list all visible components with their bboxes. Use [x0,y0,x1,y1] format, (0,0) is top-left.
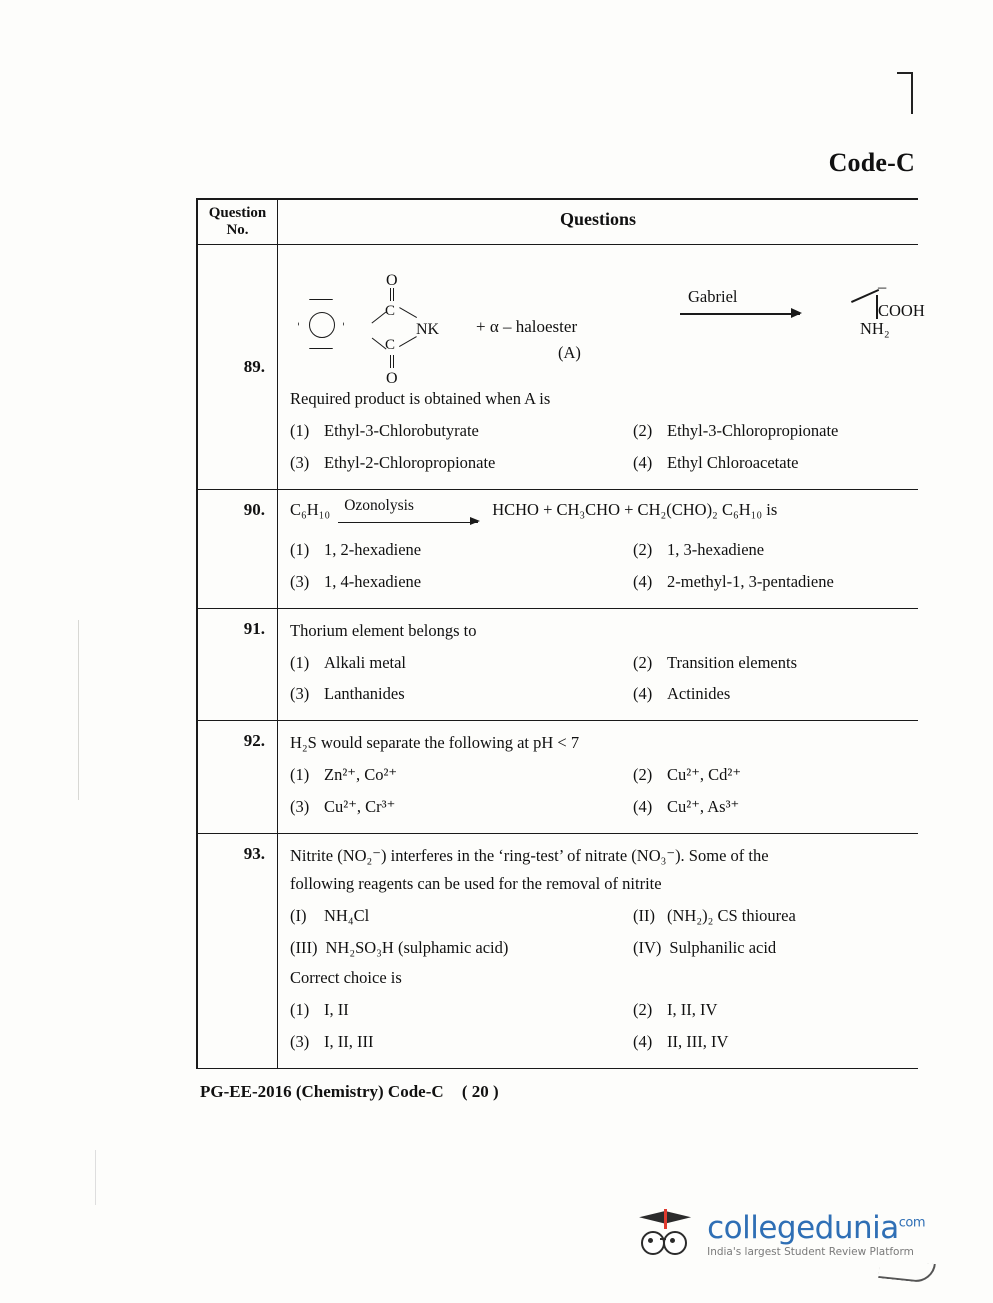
column-header-question-no-line1: Question [208,205,267,221]
footer-page-number: ( 20 ) [461,1082,499,1101]
option-number: (2) [633,765,653,785]
option-number: (2) [633,652,653,672]
option-4[interactable] [599,678,908,710]
option-text: Cu²⁺, Cd²⁺ [667,765,742,785]
footer-paper-label: PG-EE-2016 (Chemistry) Code-C [200,1082,444,1101]
logo-tagline: India's largest Student Review Platform [707,1245,914,1258]
reaction-arrow-icon [680,313,800,315]
reaction-arrow-icon [336,498,486,532]
option-3[interactable] [290,447,599,479]
option-text: Actinides [667,684,731,704]
page-corner-mark [897,72,913,114]
option-text: I, II, III [324,1031,374,1051]
reagent-4 [599,932,908,964]
option-2[interactable] [599,647,908,679]
options-list [290,647,908,711]
reagent-number: (I) [290,905,307,925]
option-text: 1, 3-hexadiene [667,539,765,559]
options-list [290,534,908,598]
page-footer [200,1082,499,1102]
arrow-label: Ozonolysis [344,496,414,514]
option-text: Ethyl-3-Chlorobutyrate [324,420,479,440]
question-body [278,490,918,608]
option-4[interactable] [599,566,908,598]
bond-3 [399,307,417,318]
collegedunia-logo [637,1207,925,1263]
option-2[interactable] [599,994,908,1026]
column-header-question-no-line2: No. [226,221,249,238]
reagent-2 [599,900,908,932]
option-number: (1) [290,652,310,672]
reaction-scheme-89 [290,257,925,387]
option-text: I, II, IV [667,999,718,1019]
option-text: Lanthanides [324,684,405,704]
question-number: 90. [198,490,278,608]
reaction-line-90 [290,498,908,532]
oxygen-bottom-label: O [386,370,398,387]
reagent-text: Sulphanilic acid [669,937,777,957]
reagent-number: (IV) [633,937,662,957]
option-text: I, II [324,999,349,1019]
option-number: (3) [290,571,310,591]
option-number: (2) [633,420,653,440]
logo-swoosh-decoration [878,1258,936,1284]
question-stem-line2: following reagents can be used for the removal of nitrite [290,874,662,894]
carbon-top-label: C [385,303,396,319]
scan-artifact-line [78,620,79,800]
table-row [198,609,918,722]
option-4[interactable] [599,791,908,823]
option-3[interactable] [290,1026,599,1058]
option-4[interactable] [599,1026,908,1058]
product-bond-slant [851,289,879,303]
option-4[interactable] [599,447,908,479]
option-text: Zn²⁺, Co²⁺ [324,765,398,785]
option-number: (2) [633,999,653,1019]
option-text: Alkali metal [324,652,407,672]
option-number: (2) [633,539,653,559]
logo-name [707,1212,925,1245]
option-number: (4) [633,797,653,817]
table-header-row [198,200,918,245]
carbon-bottom-label: C [385,337,396,353]
option-text: II, III, IV [667,1031,729,1051]
reagents-list [290,900,908,964]
option-1[interactable] [290,415,599,447]
nh2-label: NH₂ [860,319,890,338]
gabriel-arrow-label: Gabriel [688,287,738,306]
question-body [278,834,918,1067]
reagent-text: (NH₂)₂ CS thiourea [667,905,796,925]
reagent-text: NH₂SO₃H (sulphamic acid) [325,937,509,957]
option-text: Cu²⁺, As³⁺ [667,797,740,817]
reagent-haloester-label: + α – haloester [476,317,578,336]
option-number: (3) [290,452,310,472]
option-number: (4) [633,684,653,704]
question-number: 93. [198,834,278,1067]
option-2[interactable] [599,415,908,447]
options-list [290,994,908,1058]
option-text: Transition elements [667,652,798,672]
option-text: Cu²⁺, Cr³⁺ [324,797,396,817]
question-stem: Required product is obtained when A is [290,389,551,408]
table-row [198,245,925,490]
scan-artifact-line-2 [95,1150,96,1205]
option-3[interactable] [290,566,599,598]
question-body [278,609,918,721]
graduation-cap-icon [637,1207,699,1263]
option-1[interactable] [290,994,599,1026]
option-text: Ethyl Chloroacetate [667,452,799,472]
question-stem-tail: Correct choice is [290,967,402,987]
option-text: Ethyl-2-Chloropropionate [324,452,496,472]
option-1[interactable] [290,534,599,566]
option-1[interactable] [290,759,599,791]
table-row [198,834,918,1068]
question-stem: Thorium element belongs to [290,620,477,640]
option-number: (1) [290,420,310,440]
logo-name-text: collegedunia [707,1210,899,1247]
question-number: 92. [198,721,278,833]
option-1[interactable] [290,647,599,679]
option-text: 2-methyl-1, 3-pentadiene [667,571,834,591]
reagent-number: (III) [290,937,318,957]
oxygen-top-label: O [386,272,398,289]
reagent-number: (II) [633,905,655,925]
option-number: (4) [633,452,653,472]
table-row [198,721,918,834]
question-stem: H₂S would separate the following at pH < 7 [290,733,580,753]
logo-text [707,1212,925,1258]
reagent-text: NH₄Cl [324,905,370,925]
column-header-question-no [198,200,278,244]
column-header-questions: Questions [559,209,637,229]
double-bond-top [390,288,394,301]
option-text: Ethyl-3-Chloropropionate [667,420,839,440]
nk-label: NK [416,321,440,338]
question-number: 91. [198,609,278,721]
reagent-1 [290,900,599,932]
option-number: (3) [290,1031,310,1051]
option-2[interactable] [599,759,908,791]
option-text: 1, 2-hexadiene [324,539,422,559]
option-number: (1) [290,539,310,559]
logo-name-suffix: com [898,1215,925,1231]
option-number: (4) [633,1031,653,1051]
question-body [278,721,918,833]
options-list [290,415,908,479]
option-text: 1, 4-hexadiene [324,571,422,591]
question-number: 89. [198,245,278,489]
reagent-3 [290,932,599,964]
benzene-ring-structure [298,299,344,349]
product-formula: HCHO + CH₃CHO + CH₂(CHO)₂ C₆H₁₀ is [492,499,778,519]
cooh-label: –COOH [878,277,925,320]
option-number: (3) [290,797,310,817]
question-stem-line1: Nitrite (NO₂⁻) interferes in the ‘ring-test’ of nitrate (NO₃⁻). Some of the [290,846,769,866]
option-number: (1) [290,765,310,785]
option-number: (1) [290,999,310,1019]
imide-structure [342,271,462,387]
reactant-formula: C₆H₁₀ [290,499,331,519]
bond-4 [399,336,417,347]
option-3[interactable] [290,678,599,710]
option-2[interactable] [599,534,908,566]
question-body [278,245,925,489]
option-number: (4) [633,571,653,591]
compound-a-label: (A) [558,343,581,362]
questions-table [196,198,925,1069]
options-list [290,759,908,823]
option-number: (3) [290,684,310,704]
paper-code-label: Code-C [828,148,915,177]
table-row [198,490,918,609]
option-3[interactable] [290,791,599,823]
